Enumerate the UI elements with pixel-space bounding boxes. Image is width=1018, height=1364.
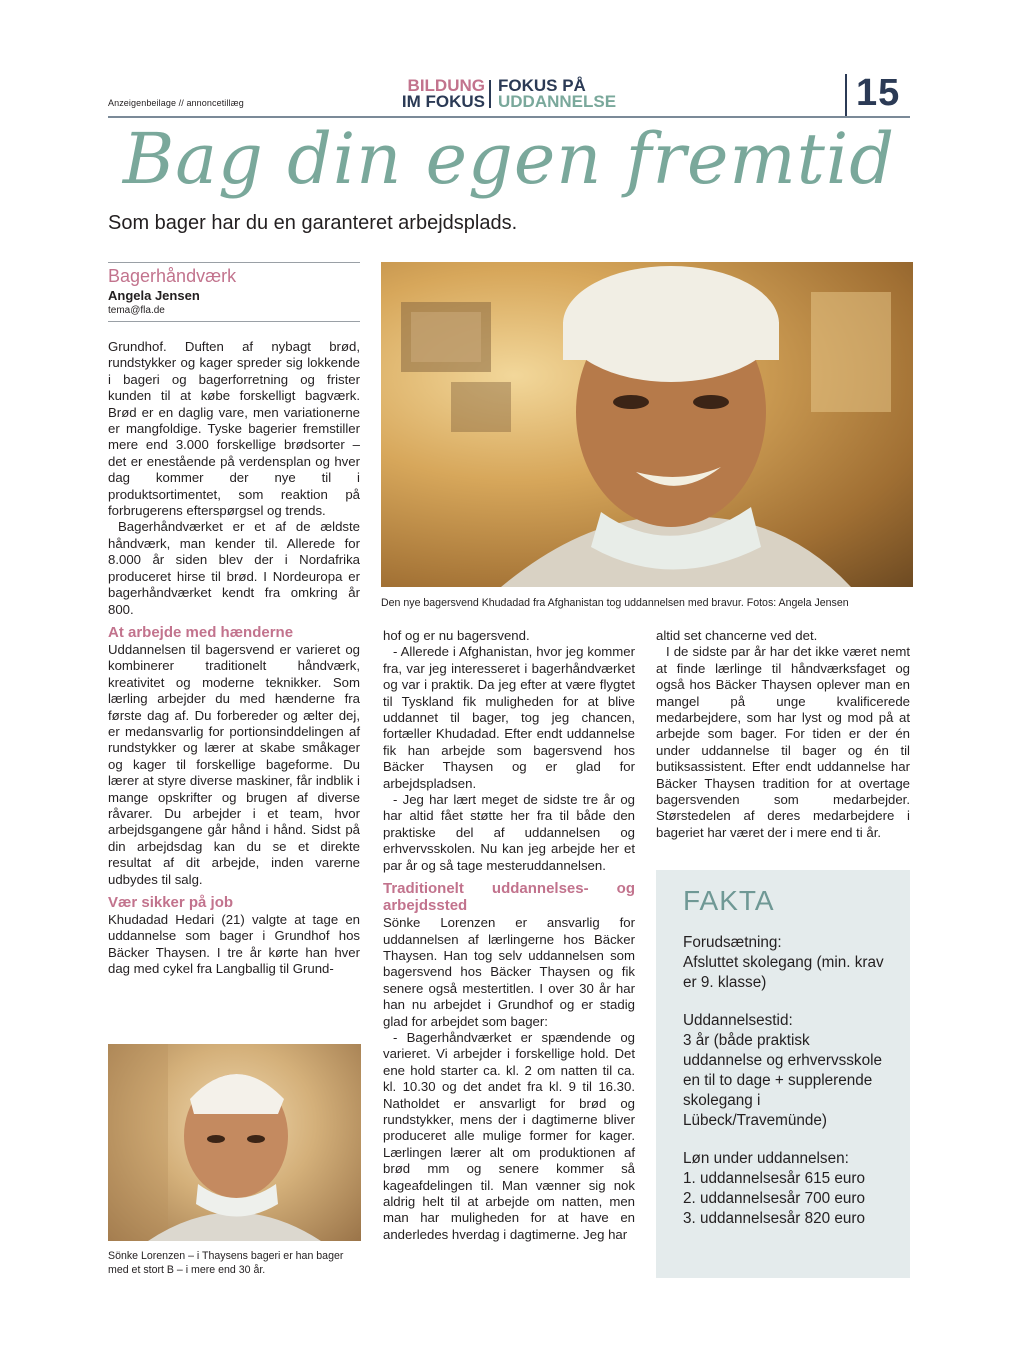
- trainer-portrait-photo: [108, 1044, 361, 1241]
- baker-portrait-illustration: [381, 262, 913, 587]
- author-email[interactable]: tema@fla.de: [108, 305, 165, 316]
- brand-left: [383, 78, 485, 110]
- fakta-body: [683, 933, 893, 1247]
- fakta-pay-year-1: 1. uddannelsesår 615 euro: [683, 1170, 866, 1187]
- headline: Bag din egen fremtid: [122, 118, 896, 200]
- paragraph: - Jeg har lært meget de sidste tre år og har altid fået støtte her fra til både den praktiske del af uddannelsen og erhvervsskolen. Nu kan jeg arbejde her et par år og så tage mesteruddannelsen.: [383, 792, 635, 873]
- paragraph: Grundhof. Duften af nybagt brød, rundstykker og kager spreder sig lokkende i bageri og bagerforretning og frister kunden til at købe forskelligt bagværk. Brød er en daglig vare, men variationerne er mangfoldige. Tyske bagerier fremstiller mere end 3.000 forskellige brødsorter – det er enestående på verdensplan og hver dag kommer der nye til i produktsortimentet, som reaktion på forbrugerens efterspørgsel og trends.: [108, 339, 360, 519]
- supplement-label: Anzeigenbeilage // annoncetillæg: [108, 98, 244, 108]
- article-column-3: [656, 628, 910, 841]
- brand-right-top: FOKUS PÅ: [498, 76, 586, 95]
- fakta-pay-year-3: 3. uddannelsesår 820 euro: [683, 1210, 866, 1227]
- article-column-2: [383, 628, 635, 1243]
- section-label: Bagerhåndværk: [108, 266, 237, 286]
- fakta-label: Løn under uddannelsen:: [683, 1150, 849, 1167]
- subheading: Traditionelt uddannelses- og arbejdssted: [383, 880, 635, 915]
- fakta-value: Afsluttet skolegang (min. krav er 9. klasse): [683, 954, 884, 991]
- fakta-duration: [683, 1011, 893, 1131]
- photo-caption: Sönke Lorenzen – i Thaysens bageri er han bager med et stort B – i mere end 30 år.: [108, 1250, 344, 1276]
- fakta-value: 3 år (både praktisk uddannelse og erhvervsskole en til to dage + supplerende skolegang i Lübeck/Travemünde): [683, 1032, 882, 1129]
- brand-right: [498, 78, 616, 110]
- fakta-title: FAKTA: [683, 885, 775, 916]
- paragraph: hof og er nu bagersvend.: [383, 628, 530, 643]
- fakta-label: Uddannelsestid:: [683, 1012, 793, 1029]
- paragraph: I de sidste par år har det ikke været nemt at finde lærlinge til håndværksfaget og også hos Bäcker Thaysen oplever man en mangel på unge kvalificerede medarbejdere, som har lyst og mod på at arbejde som bager. For tiden er der én under uddannelse til bager og én til butiksassistent. Efter endt uddannelse har Bäcker Thaysen tradition for at overtage bagersvenden som medarbejder. Størstedelen af deres medarbejdere i bageriet har været der i mere end ti år.: [656, 644, 910, 840]
- page-number: 15: [856, 72, 901, 114]
- brand-left-bottom: IM FOKUS: [401, 92, 485, 111]
- paragraph: - Bagerhåndværket er spændende og varieret. Vi arbejder i forskellige hold. Det ene hold starter ca. kl. 2 om natten til ca. kl. 10.30 og det andet fra kl. 9 til 16.30. Natholdet er ansvarligt for brød og rundstykker, mens der i dagtimerne bliver produceret alle mulige former for kager. Lærlingen lærer alt om produktionen af brød mm og senere kommer så kageafdelingen til. Man vænner sig nok aldrig helt til at arbejde om natten, men man har muligheden for at have en anderledes hverdag i dagtimerne. Jeg har: [383, 1029, 635, 1242]
- page-number-divider: [845, 74, 847, 116]
- fakta-label: Forudsætning:: [683, 934, 782, 951]
- author-name: Angela Jensen: [108, 288, 200, 303]
- trainer-portrait-illustration: [108, 1044, 361, 1241]
- baker-portrait-photo: [381, 262, 913, 587]
- photo-caption: Den nye bagersvend Khudadad fra Afghanistan tog uddannelsen med bravur. Fotos: Angela Jensen: [381, 597, 849, 609]
- byline-rule-bottom: [108, 321, 360, 322]
- subheading: At arbejde med hænderne: [108, 623, 294, 641]
- paragraph: - Allerede i Afghanistan, hvor jeg kommer fra, var jeg interesseret i bagerhåndværket og var i praktik. Da jeg efter at være flygtet til Tyskland fik muligheden for at blive uddannet til bager, tog jeg chancen, fortæller Khudadad. Efter endt uddannelse fik han arbejde som bagersvend hos Bäcker Thaysen og er glad for arbejdspladsen.: [383, 644, 635, 791]
- subheadline: Som bager har du en garanteret arbejdsplads.: [108, 212, 518, 234]
- brand-right-bottom: UDDANNELSE: [498, 92, 617, 111]
- brand-left-top: BILDUNG: [407, 76, 485, 95]
- paragraph: Khudadad Hedari (21) valgte at tage en uddannelse som bager i Grundhof hos Bäcker Thaysen. I tre år kørte han hver dag med cykel fra Langballig til Grund-: [108, 912, 360, 977]
- article-column-1: [108, 339, 360, 978]
- brand-divider: [489, 80, 491, 108]
- byline-rule-top: [108, 262, 360, 263]
- paragraph: altid set chancerne ved det.: [656, 628, 818, 643]
- paragraph: Uddannelsen til bagersvend er varieret og kombinerer traditionelt håndværk, kreativitet og moderne teknikker. Som lærling arbejder du med hænderne fra første dag af. Du forbereder og ælter dej, er medansvarlig for portionsinddelingen af rundstykker og lærer at skabe småkager og kager til forskellige bageforme. Du lærer at styre diverse maskiner, får indblik i mange opskrifter og brugen af diverse råvarer. Du arbejder i et team, hvor arbejdsgangene går hånd i hånd. Sidst på din arbejdsdag kan du se et direkte resultat af dit arbejde, inden varerne udbydes til salg.: [108, 641, 360, 887]
- paragraph: Bagerhåndværket er et af de ældste håndværk, man kender til. Allerede for 8.000 år siden blev der i Nordafrika produceret hirse til brød. I Nordeuropa er bagerhåndværket kendt fra omkring år 800.: [108, 519, 360, 617]
- subheading: Vær sikker på job: [108, 894, 234, 911]
- fakta-prerequisite: [683, 933, 893, 993]
- fakta-pay-year-2: 2. uddannelsesår 700 euro: [683, 1190, 866, 1207]
- fakta-pay: [683, 1149, 893, 1229]
- paragraph: Sönke Lorenzen er ansvarlig for uddannelsen af lærlingerne hos Bäcker Thaysen. Han tog selv uddannelsen som bagersvend hos Bäcker Thaysen og fik senere også mestertitlen. I over 30 år har han nu arbejdet i Grundhof og er stadig glad for arbejdet som bager:: [383, 915, 635, 1029]
